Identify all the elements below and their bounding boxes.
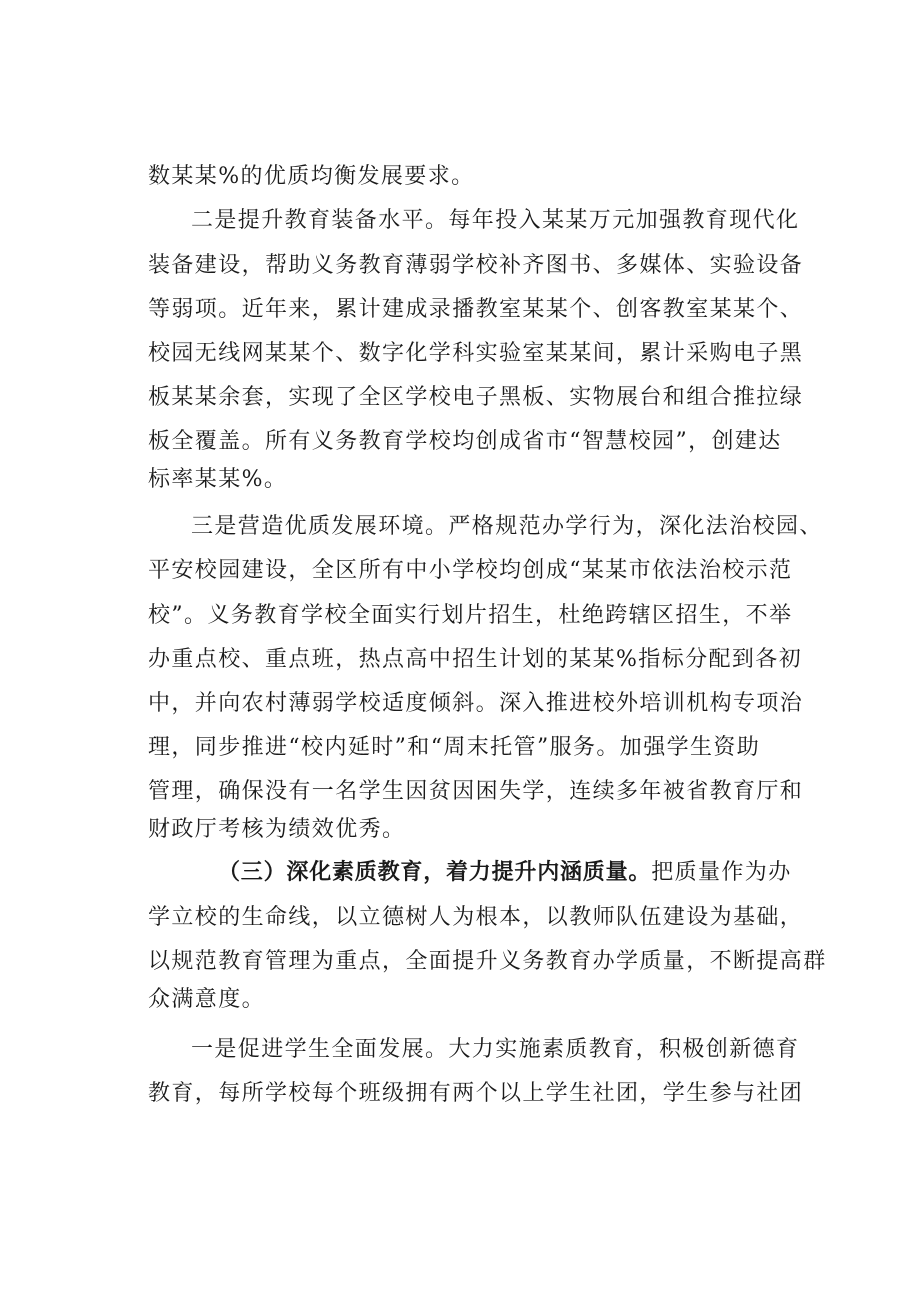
section-heading-continuation: 把质量作为办 xyxy=(651,860,792,885)
paragraph-line: 教育，每所学校每个班级拥有两个以上学生社团，学生参与社团 xyxy=(148,1081,804,1106)
paragraph-line: 管理，确保没有一名学生因贫因困失学，连续多年被省教育厅和 xyxy=(148,779,804,804)
paragraph-line: 众满意度。 xyxy=(148,987,266,1012)
paragraph-line: 财政厅考核为绩效优秀。 xyxy=(148,817,406,842)
paragraph-line: 以规范教育管理为重点，全面提升义务教育办学质量，不断提高群 xyxy=(148,949,827,974)
paragraph-line: 学立校的生命线，以立德树人为根本，以教师队伍建设为基础， xyxy=(148,905,804,930)
paragraph-first-line: 一是促进学生全面发展。大力实施素质教育，积极创新德育 xyxy=(191,1037,800,1062)
section-heading-line xyxy=(218,858,792,888)
paragraph-line: 标率某某%。 xyxy=(148,467,288,492)
paragraph-line: 板全覆盖。所有义务教育学校均创成省市“智慧校园”，创建达 xyxy=(148,429,782,454)
paragraph-line: 中，并向农村薄弱学校适度倾斜。深入推进校外培训机构专项治 xyxy=(148,691,804,716)
paragraph-line: 校园无线网某某个、数字化学科实验室某某间，累计采购电子黑 xyxy=(148,341,804,366)
paragraph-first-line: 二是提升教育装备水平。每年投入某某万元加强教育现代化 xyxy=(191,208,800,233)
paragraph-line: 等弱项。近年来，累计建成录播教室某某个、创客教室某某个、 xyxy=(148,297,804,322)
paragraph-line: 办重点校、重点班，热点高中招生计划的某某%指标分配到各初 xyxy=(148,647,803,672)
paragraph-line: 平安校园建设，全区所有中小学校均创成“某某市依法治校示范 xyxy=(148,558,793,583)
paragraph-line: 装备建设，帮助义务教育薄弱学校补齐图书、多媒体、实验设备 xyxy=(148,253,804,278)
paragraph-line: 理，同步推进“校内延时”和“周末托管”服务。加强学生资助 xyxy=(148,735,761,760)
paragraph-line: 板某某余套，实现了全区学校电子黑板、实物展台和组合推拉绿 xyxy=(148,385,804,410)
paragraph-line: 校”。义务教育学校全面实行划片招生，杜绝跨辖区招生，不举 xyxy=(148,603,793,628)
paragraph-first-line: 三是营造优质发展环境。严格规范办学行为，深化法治校园、 xyxy=(191,514,823,539)
paragraph-line: 数某某%的优质均衡发展要求。 xyxy=(148,164,475,189)
section-heading: （三）深化素质教育，着力提升内涵质量。 xyxy=(218,860,652,885)
